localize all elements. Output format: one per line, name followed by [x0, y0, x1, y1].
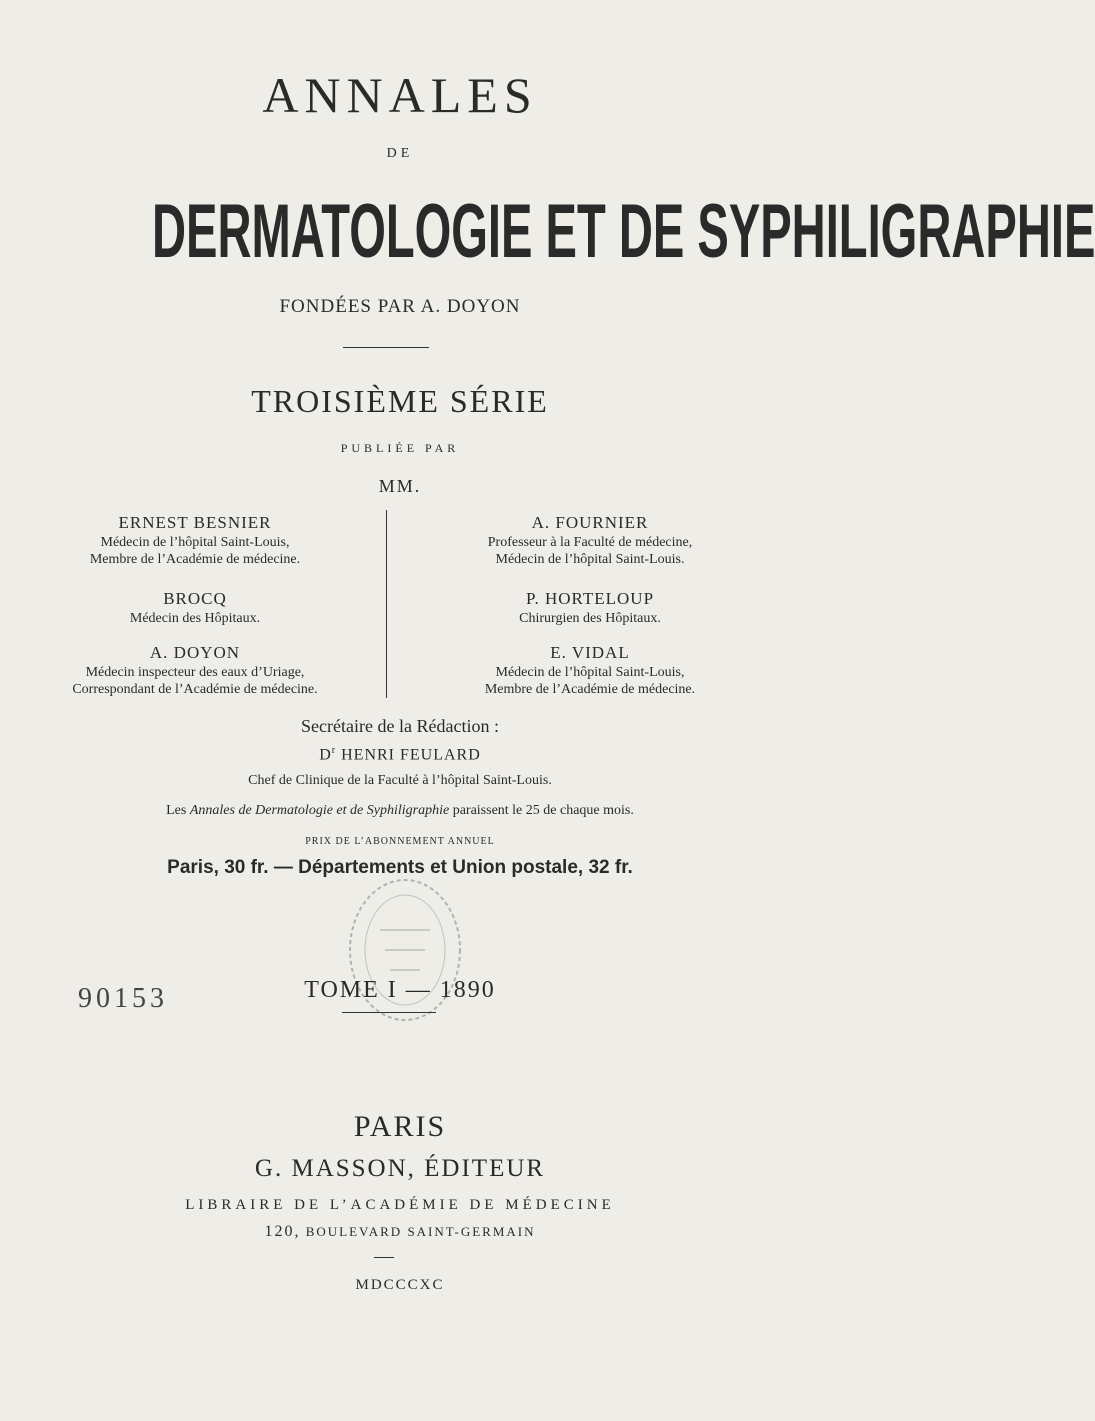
publication-suffix: paraissent le 25 de chaque mois.: [452, 803, 634, 818]
editor-desc: Médecin de l’hôpital Saint-Louis,: [100, 535, 290, 550]
publisher-address: [0, 1223, 800, 1241]
editor-desc: Chirurgien des Hôpitaux.: [519, 611, 661, 626]
journal-name-italic: Annales de Dermatologie et de Syphiligraphie: [189, 803, 450, 818]
editor-besnier: [10, 512, 380, 568]
editor-name: P. HORTELOUP: [525, 589, 655, 608]
editor-doyon: [10, 642, 380, 698]
editor-name: A. FOURNIER: [531, 513, 649, 532]
editor-desc: Médecin de l’hôpital Saint-Louis,: [495, 665, 685, 680]
publication-year: MDCCCXC: [355, 1277, 445, 1293]
catalog-number: 90153: [78, 983, 168, 1014]
publication-prefix: Les: [166, 803, 187, 818]
editor-fournier: [395, 512, 785, 568]
editor-name: E. VIDAL: [550, 643, 630, 662]
divider-bottom: [374, 1257, 394, 1258]
subscription-prices: Paris, 30 fr. — Départements et Union postale, 32 fr.: [167, 857, 633, 878]
editor-brocq: [10, 588, 380, 627]
secretary-fullname: HENRI FEULARD: [341, 746, 481, 764]
column-divider: [386, 510, 387, 698]
volume-label: TOME I — 1890: [304, 977, 496, 1003]
address-street: BOULEVARD SAINT-GERMAIN: [305, 1224, 536, 1239]
title-connector: DE: [386, 146, 414, 161]
editor-name: ERNEST BESNIER: [118, 513, 272, 532]
volume-underline: [342, 1012, 436, 1013]
doctor-prefix: D: [319, 746, 332, 764]
messieurs-label: MM.: [378, 476, 422, 496]
editor-desc: Correspondant de l’Académie de médecine.: [72, 682, 318, 697]
divider-top: [343, 347, 429, 348]
editor-vidal: [395, 642, 785, 698]
journal-subtitle: DERMATOLOGIE ET DE SYPHILIGRAPHIE: [152, 189, 1095, 274]
editor-desc: Professeur à la Faculté de médecine,: [487, 535, 693, 550]
address-number: 120,: [264, 1223, 301, 1240]
editor-name: BROCQ: [163, 589, 227, 608]
publisher-name: G. MASSON, ÉDITEUR: [254, 1155, 546, 1182]
publisher-role: LIBRAIRE DE L’ACADÉMIE DE MÉDECINE: [185, 1197, 615, 1213]
publisher-city: PARIS: [353, 1110, 447, 1143]
editor-desc: Médecin des Hôpitaux.: [129, 611, 261, 626]
secretary-name: [0, 745, 800, 764]
subscription-label: PRIX DE L’ABONNEMENT ANNUEL: [305, 836, 495, 847]
published-by: PUBLIÉE PAR: [340, 441, 460, 455]
editor-desc: Médecin de l’hôpital Saint-Louis.: [495, 552, 685, 567]
secretary-role: Chef de Clinique de la Faculté à l’hôpital Saint-Louis.: [248, 773, 552, 788]
secretary-label: Secrétaire de la Rédaction :: [301, 716, 499, 736]
editor-desc: Médecin inspecteur des eaux d’Uriage,: [85, 665, 305, 680]
founder-line: FONDÉES PAR A. DOYON: [279, 296, 521, 317]
editor-name: A. DOYON: [149, 643, 241, 662]
library-stamp-icon: [335, 870, 475, 1050]
editor-desc: Membre de l’Académie de médecine.: [89, 552, 301, 567]
editor-desc: Membre de l’Académie de médecine.: [484, 682, 696, 697]
editor-horteloup: [395, 588, 785, 627]
publication-note: [0, 803, 800, 819]
series-label: TROISIÈME SÉRIE: [251, 383, 549, 419]
journal-title: ANNALES: [262, 67, 538, 123]
doctor-prefix-sup: r: [331, 745, 337, 756]
